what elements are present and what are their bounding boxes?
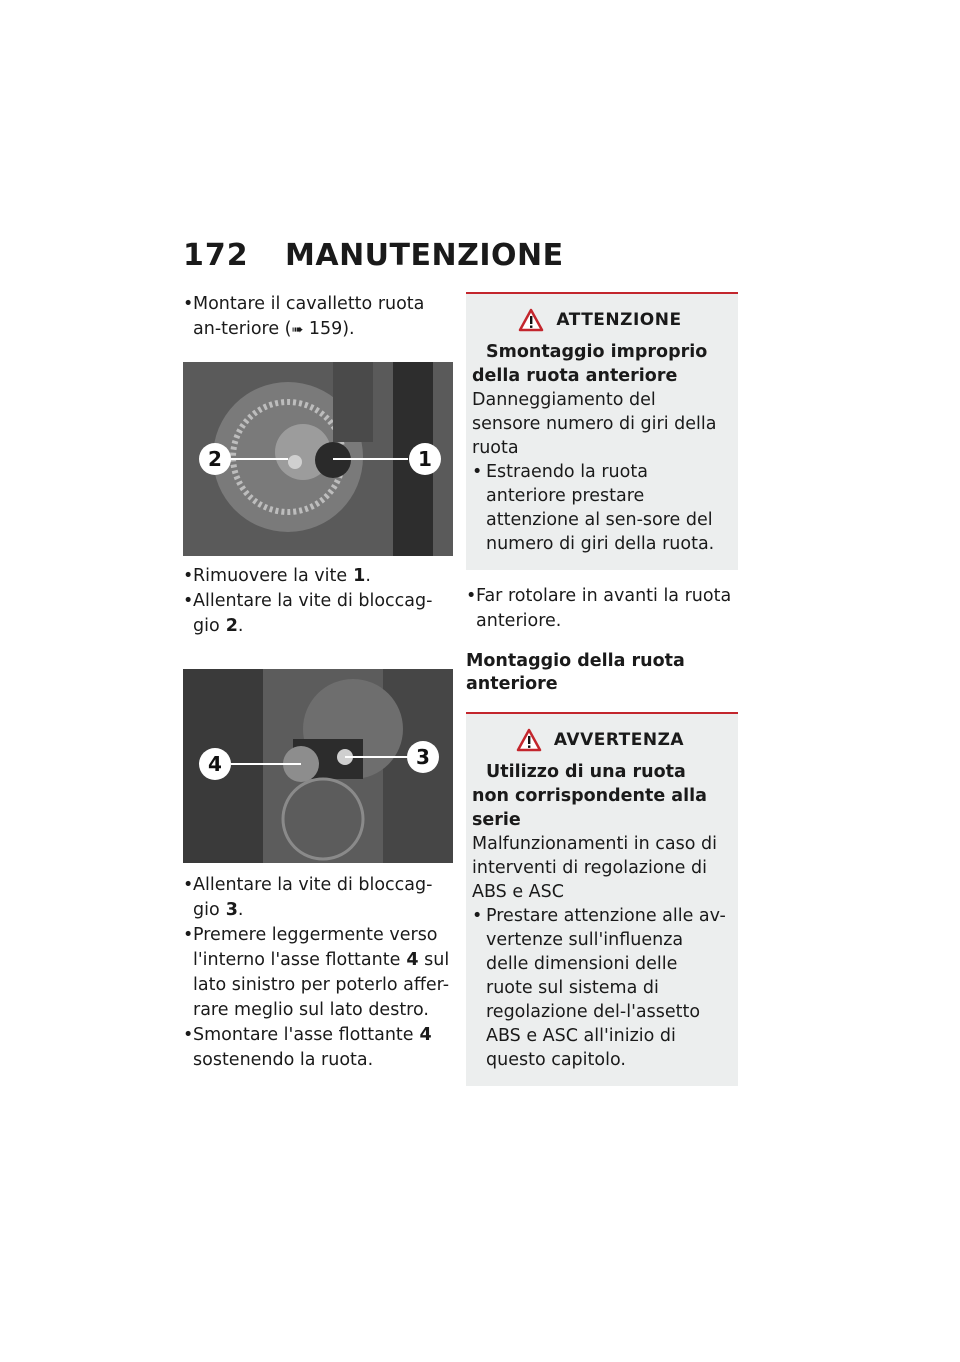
step-press-axle: • Premere leggermente verso l'interno l'asse flottante 4 sul lato sinistro per poterlo affer-rare meglio sul lato destro. xyxy=(183,925,450,1020)
left-column xyxy=(183,292,453,1073)
warning-box xyxy=(466,712,738,1086)
step-remove-axle: • Smontare l'asse flottante 4 sostenendo la ruota. xyxy=(183,1025,432,1070)
attention-heading: Smontaggio improprio della ruota anteriore xyxy=(472,342,708,386)
warning-text: Malfunzionamenti in caso di interventi di regolazione di ABS e ASC xyxy=(472,834,718,902)
attention-box xyxy=(466,292,738,570)
attention-title: ATTENZIONE xyxy=(556,310,682,330)
photo-label-3: 3 xyxy=(416,745,430,769)
section-title: MANUTENZIONE xyxy=(285,238,564,273)
photo-label-2: 2 xyxy=(208,447,222,471)
step-roll-wheel: • Far rotolare in avanti la ruota anteriore. xyxy=(466,586,732,631)
warning-step: • Prestare attenzione alle av-vertenze sull'influenza delle dimensioni delle ruote sul sistema di regolazione del-l'assetto ABS e ASC all'inizio di questo capitolo. xyxy=(472,906,726,1070)
photo-label-1: 1 xyxy=(418,447,432,471)
step-loosen-clamp-screw-2: • Allentare la vite di bloccag-gio 2. xyxy=(183,591,433,636)
warning-triangle-icon xyxy=(516,728,542,752)
page-number: 172 xyxy=(183,238,249,273)
photo-wheel-axle-2 xyxy=(183,669,453,863)
step-loosen-clamp-screw-3: • Allentare la vite di bloccag-gio 3. xyxy=(183,875,433,920)
photo-wheel-axle-1 xyxy=(183,362,453,556)
attention-step: • Estraendo la ruota anteriore prestare attenzione al sen-sore del numero di giri della ruota. xyxy=(472,462,715,554)
page-header xyxy=(183,238,564,273)
step-remove-screw: • Rimuovere la vite 1. xyxy=(183,566,371,586)
warning-heading: Utilizzo di una ruota non corrispondente alla serie xyxy=(472,762,707,830)
right-column xyxy=(466,292,738,1086)
attention-text: Danneggiamento del sensore numero di giri della ruota xyxy=(472,390,717,458)
page-ref-arrow-icon: ➠ xyxy=(291,322,304,338)
warning-title: AVVERTENZA xyxy=(553,730,685,750)
photo-label-4: 4 xyxy=(208,752,222,776)
step-mount-stand: • Montare il cavalletto ruota an-teriore (➠ 159). xyxy=(183,294,425,339)
subheading-mount-wheel: Montaggio della ruota anteriore xyxy=(466,651,685,694)
warning-triangle-icon xyxy=(518,308,544,332)
